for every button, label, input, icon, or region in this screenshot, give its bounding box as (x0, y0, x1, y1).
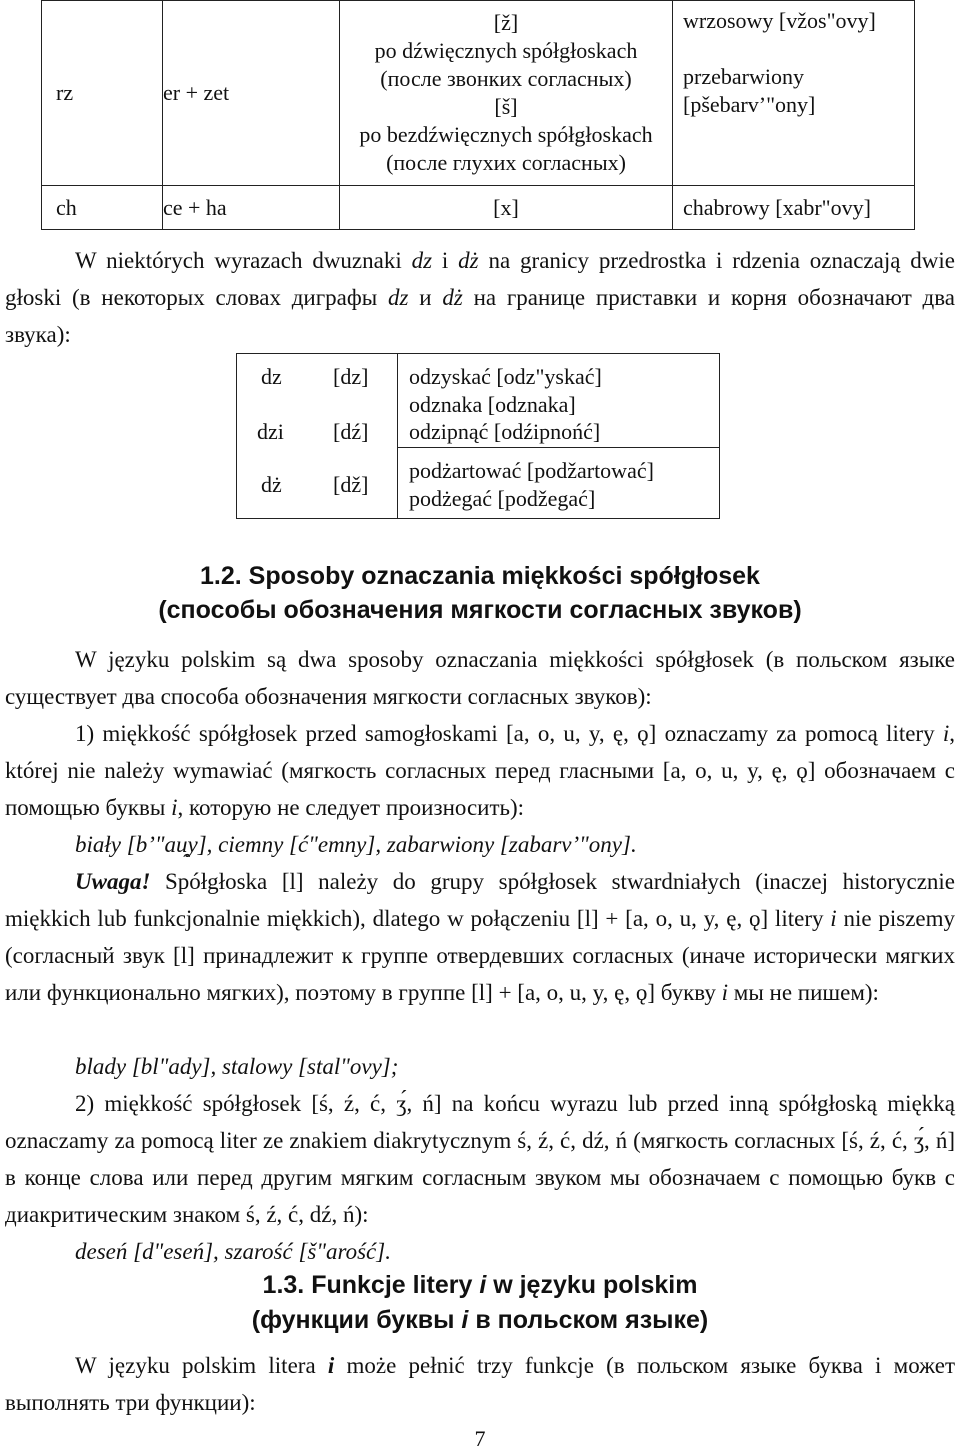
section-title (0, 1268, 960, 1302)
text: W niektórych wyrazach dwuznaki (75, 248, 412, 273)
section-title: 1.2. Sposoby oznaczania miękkości spółgłosek (200, 562, 760, 590)
italic-text: i (461, 1306, 469, 1334)
example-word: odzipnąć [odźipnońć] (409, 419, 601, 444)
italic-text: dż (458, 248, 479, 273)
text: W języku polskim litera (75, 1353, 328, 1378)
digraph-label: dzi (257, 419, 284, 444)
paragraph-point-1 (5, 715, 955, 826)
text: на границе приставки и корня обозначают два звука): (5, 285, 955, 347)
sound-line: po bezdźwięcznych spółgłoskach (359, 122, 653, 147)
example-line: biały [b’"au̯y], ciemny [ć"emny], zabarwiony [zabarv’"ony]. (75, 832, 637, 857)
text: na granicy przedrostka i rdzenia oznaczają dwie głoski (в некоторых словах диграфы (5, 248, 956, 310)
text: 1.3. Funkcje litery (262, 1271, 480, 1299)
sound-line: (после глухих согласных) (386, 150, 626, 175)
italic-text: i (327, 1353, 335, 1378)
text: 1) miękkość spółgłosek przed samogłoskami [a, o, u, y, ę, ǫ] oznaczamy za pomocą litery (75, 721, 943, 746)
letters-table (41, 0, 915, 230)
example-line: wrzosowy [vžos"ovy] (683, 8, 876, 33)
table-row (42, 186, 915, 230)
section-subtitle: (способы обозначения мягкости согласных звуков) (158, 596, 802, 624)
cell-examples: chabrowy [xabr"ovy] (673, 186, 915, 230)
cell-sound: [x] (340, 186, 673, 230)
transcription: [dź] (333, 419, 369, 444)
divider (397, 354, 398, 518)
example-line (683, 35, 914, 63)
example-line: deseń [d"eseń], szarość [š"arość]. (75, 1239, 391, 1264)
digraph-examples-table (236, 353, 720, 519)
text: , которую не следует произносить): (177, 795, 525, 820)
italic-text: dz (411, 248, 433, 273)
sound-line: (после звонких согласных) (380, 66, 632, 91)
italic-text: i (479, 1271, 487, 1299)
italic-text: dż (442, 285, 463, 310)
italic-text: i (830, 906, 837, 931)
table-row (42, 1, 915, 186)
transcription: [dz] (333, 364, 369, 389)
paragraph-functions (5, 1347, 955, 1421)
text: мы не пишем): (728, 980, 879, 1005)
text: może pełnić trzy funkcje (в польском языке буква i может выполнять три функции): (5, 1353, 955, 1415)
italic-text: dz (388, 285, 409, 310)
sound-line: [ž] (493, 10, 519, 35)
paragraph-point-2: 2) miękkość spółgłosek [ś, ź, ć, ʒ́, ń] na końcu wyrazu lub przed inną spółgłoską miękką oznaczamy za pomocą liter ze znakiem diakrytycznym ś, ź, ć, dź, ń (мягкость согласных [ś, ź, ć, ʒ́, ń] в конце слова или перед другим мягким согласным звуком мы обозначаем с помощью букв с диакритическим знаком ś, ź, ć, dź, ń): (5, 1091, 955, 1227)
digraph-label: dz (261, 364, 282, 389)
example-word: podżegać [podžegać] (409, 486, 596, 511)
example-word: odzyskać [odz"yskać] (409, 364, 602, 389)
cell-sound (340, 1, 673, 186)
text: nie piszemy (согласный звук [l] принадлежит к группе отвердевших согласных (иначе исторически мягких или функционально мягких), поэтому в группе [l] + [a, o, u, y, ę, ǫ] букву (5, 906, 956, 1005)
sound-line: po dźwięcznych spółgłoskach (374, 38, 638, 63)
paragraph-note (5, 863, 955, 1011)
example-line: przebarwiony (683, 64, 804, 89)
text: i (432, 248, 459, 273)
text: (функции буквы (251, 1306, 462, 1334)
cell-letter: ch (42, 186, 163, 230)
example-line: [pšebarv’"ony] (683, 92, 816, 117)
italic-text: i (942, 721, 950, 746)
digraph-label: dż (261, 472, 282, 497)
text: в польском языке) (468, 1306, 709, 1334)
transcription: [dž] (333, 472, 369, 497)
example-word: podżartować [podžartować] (409, 458, 654, 483)
italic-text: i (721, 980, 729, 1005)
text: и (408, 285, 443, 310)
example-line: blady [bl"ady], stalowy [stal"ovy]; (75, 1054, 399, 1079)
text: Spółgłoska [l] należy do grupy spółgłosek stwardniałych (inaczej historycznie miękkich lub funkcjonalnie miękkich), dlatego w połączeniu [l] + [a, o, u, y, ę, ǫ] litery (5, 869, 955, 931)
divider (397, 447, 719, 448)
note-label: Uwaga! (75, 869, 151, 894)
text: , której nie należy wymawiać (мягкость согласных перед гласными [a, o, u, y, ę, ǫ] обозначаем с помощью буквы (5, 721, 955, 820)
cell-letter: rz (42, 1, 163, 186)
paragraph-digraphs (5, 242, 955, 353)
text: w języku polskim (486, 1271, 698, 1299)
sound-line: [š] (494, 94, 518, 119)
section-subtitle (0, 1303, 960, 1337)
italic-text: i (171, 795, 178, 820)
cell-name: ce + ha (163, 186, 340, 230)
page-number: 7 (474, 1426, 486, 1451)
example-word: odznaka [odznaka] (409, 392, 576, 417)
paragraph-intro: W języku polskim są dwa sposoby oznaczania miękkości spółgłosek (в польском языке существует два способа обозначения мягкости согласных звуков): (5, 647, 955, 709)
cell-name: er + zet (163, 1, 340, 186)
cell-examples (673, 1, 915, 186)
